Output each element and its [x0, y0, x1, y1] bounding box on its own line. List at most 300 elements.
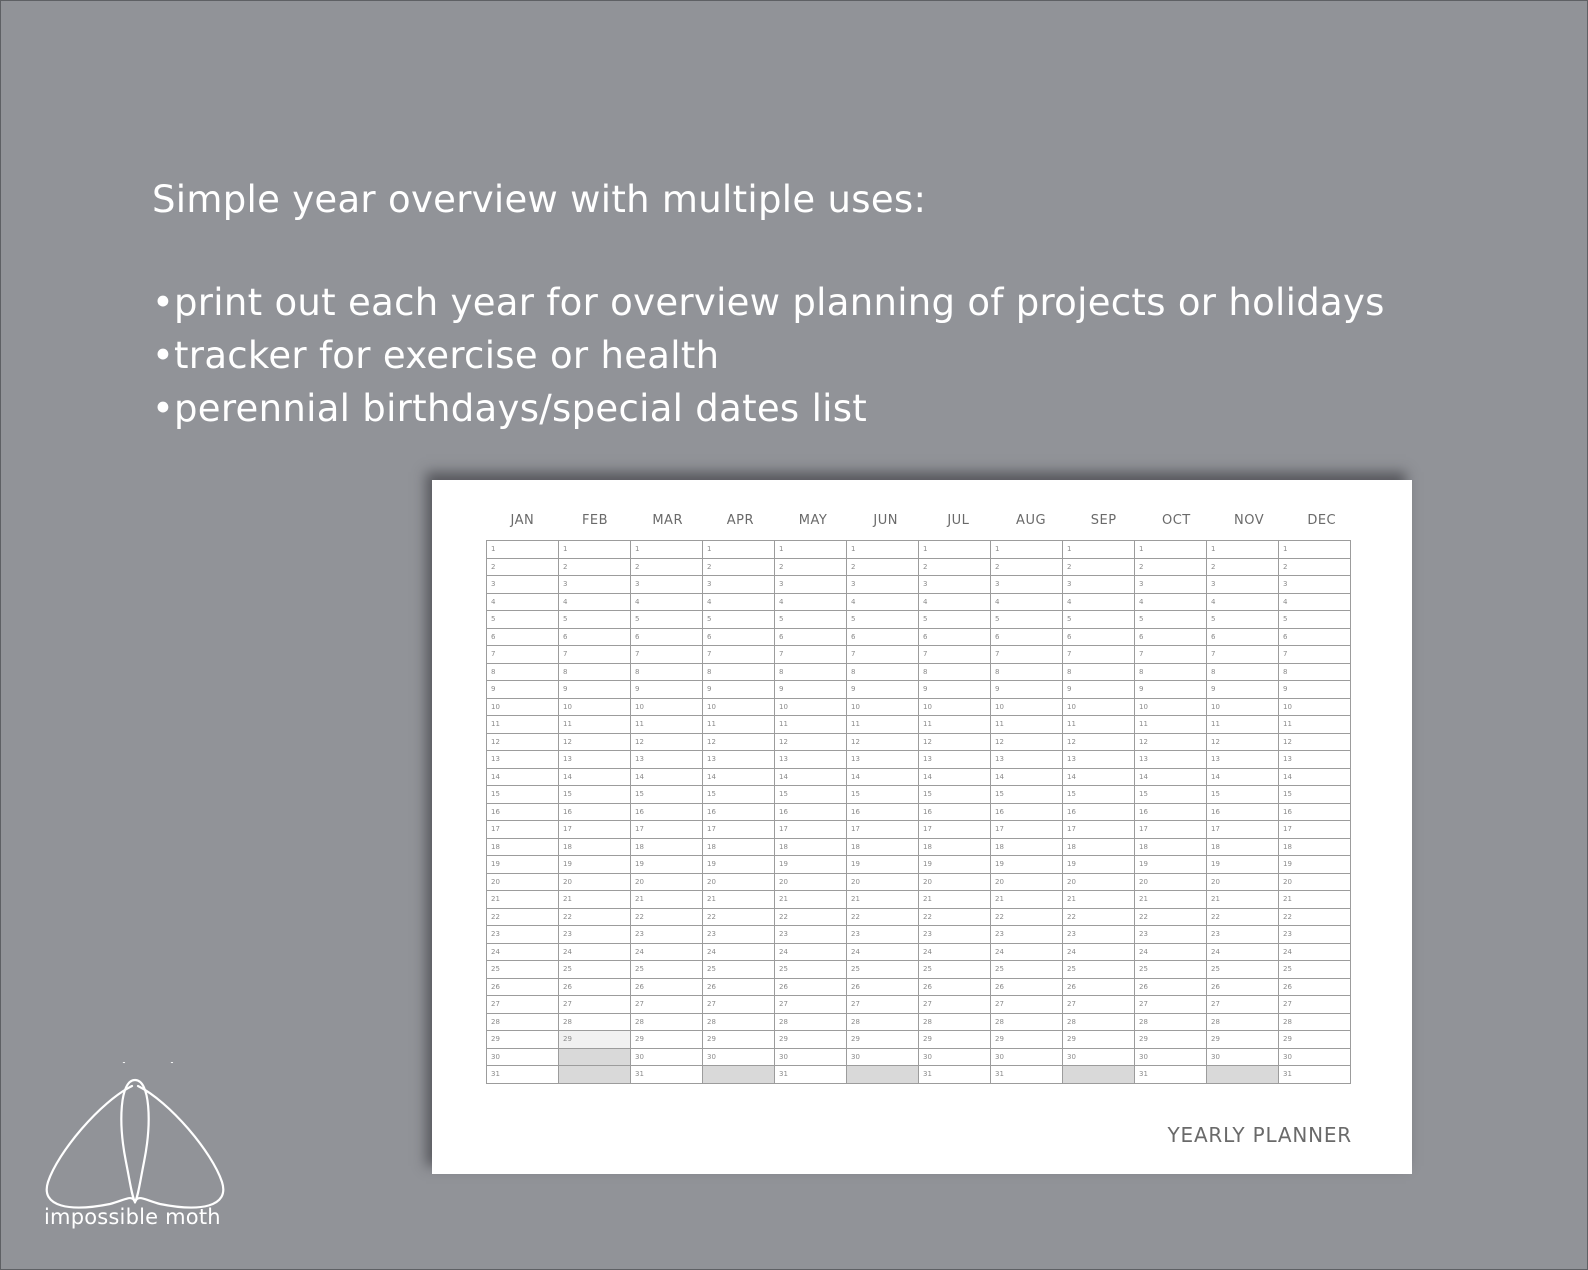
day-cell: 28: [919, 1013, 991, 1031]
day-cell: 22: [1207, 908, 1279, 926]
day-cell: 11: [559, 716, 631, 734]
month-label: MAY: [798, 513, 828, 528]
planner-title: YEARLY PLANNER: [1167, 1123, 1352, 1147]
unused-day-cell: [1207, 1066, 1279, 1084]
day-cell: 10: [847, 698, 919, 716]
day-cell: 8: [991, 663, 1063, 681]
day-cell: 20: [631, 873, 703, 891]
day-cell: 5: [1135, 611, 1207, 629]
day-cell: 5: [847, 611, 919, 629]
day-cell: 29: [559, 1031, 631, 1049]
day-cell: 26: [631, 978, 703, 996]
day-cell: 21: [1279, 891, 1351, 909]
day-cell: 20: [559, 873, 631, 891]
day-cell: 4: [1135, 593, 1207, 611]
day-cell: 24: [1063, 943, 1135, 961]
day-cell: 24: [487, 943, 559, 961]
table-row: [487, 611, 1351, 629]
day-cell: 7: [631, 646, 703, 664]
day-cell: 16: [1207, 803, 1279, 821]
table-row: [487, 663, 1351, 681]
day-cell: 29: [847, 1031, 919, 1049]
table-row: [487, 628, 1351, 646]
day-cell: 23: [775, 926, 847, 944]
month-label: APR: [726, 513, 754, 528]
day-cell: 15: [1135, 786, 1207, 804]
day-cell: 4: [1207, 593, 1279, 611]
day-cell: 20: [1279, 873, 1351, 891]
day-cell: 1: [1135, 541, 1207, 559]
day-cell: 21: [1207, 891, 1279, 909]
day-cell: 13: [631, 751, 703, 769]
day-cell: 27: [1279, 996, 1351, 1014]
day-cell: 9: [847, 681, 919, 699]
day-cell: 15: [1279, 786, 1351, 804]
day-cell: 18: [775, 838, 847, 856]
day-cell: 9: [1279, 681, 1351, 699]
day-cell: 14: [775, 768, 847, 786]
table-row: [487, 908, 1351, 926]
day-cell: 14: [847, 768, 919, 786]
day-cell: 18: [559, 838, 631, 856]
day-cell: 31: [1279, 1066, 1351, 1084]
day-cell: 11: [1279, 716, 1351, 734]
day-cell: 5: [991, 611, 1063, 629]
day-cell: 7: [1207, 646, 1279, 664]
day-cell: 8: [1063, 663, 1135, 681]
day-cell: 9: [991, 681, 1063, 699]
planner-sheet: [432, 480, 1412, 1174]
day-cell: 1: [991, 541, 1063, 559]
day-cell: 23: [703, 926, 775, 944]
table-row: [487, 593, 1351, 611]
day-cell: 4: [631, 593, 703, 611]
day-cell: 30: [703, 1048, 775, 1066]
day-cell: 17: [991, 821, 1063, 839]
day-cell: 18: [1063, 838, 1135, 856]
day-cell: 28: [703, 1013, 775, 1031]
day-cell: 23: [847, 926, 919, 944]
day-cell: 16: [1063, 803, 1135, 821]
day-cell: 6: [487, 628, 559, 646]
day-cell: 20: [919, 873, 991, 891]
day-cell: 21: [991, 891, 1063, 909]
table-row: [487, 856, 1351, 874]
day-cell: 29: [1063, 1031, 1135, 1049]
day-cell: 18: [1135, 838, 1207, 856]
day-cell: 5: [559, 611, 631, 629]
day-cell: 25: [1063, 961, 1135, 979]
day-cell: 2: [559, 558, 631, 576]
day-cell: 12: [1063, 733, 1135, 751]
day-cell: 12: [703, 733, 775, 751]
day-cell: 11: [703, 716, 775, 734]
day-cell: 23: [919, 926, 991, 944]
day-cell: 22: [631, 908, 703, 926]
day-cell: 9: [703, 681, 775, 699]
day-cell: 16: [487, 803, 559, 821]
day-cell: 4: [703, 593, 775, 611]
day-cell: 30: [775, 1048, 847, 1066]
day-cell: 5: [1063, 611, 1135, 629]
day-cell: 8: [919, 663, 991, 681]
day-cell: 4: [991, 593, 1063, 611]
day-cell: 5: [487, 611, 559, 629]
day-cell: 1: [703, 541, 775, 559]
day-cell: 7: [1063, 646, 1135, 664]
day-cell: 30: [631, 1048, 703, 1066]
day-cell: 23: [631, 926, 703, 944]
day-cell: 27: [1063, 996, 1135, 1014]
day-cell: 28: [487, 1013, 559, 1031]
day-cell: 12: [775, 733, 847, 751]
day-cell: 3: [1207, 576, 1279, 594]
day-cell: 17: [1063, 821, 1135, 839]
day-cell: 12: [847, 733, 919, 751]
day-cell: 8: [1135, 663, 1207, 681]
day-cell: 26: [919, 978, 991, 996]
day-cell: 1: [559, 541, 631, 559]
day-cell: 1: [487, 541, 559, 559]
table-row: [487, 1013, 1351, 1031]
day-cell: 11: [847, 716, 919, 734]
bullet-item: [152, 333, 1385, 386]
day-cell: 30: [1063, 1048, 1135, 1066]
day-cell: 23: [559, 926, 631, 944]
table-row: [487, 786, 1351, 804]
day-cell: 2: [919, 558, 991, 576]
day-cell: 14: [991, 768, 1063, 786]
day-cell: 17: [631, 821, 703, 839]
day-cell: 4: [919, 593, 991, 611]
day-cell: 15: [991, 786, 1063, 804]
day-cell: 2: [775, 558, 847, 576]
day-cell: 21: [775, 891, 847, 909]
day-cell: 29: [1279, 1031, 1351, 1049]
day-cell: 27: [559, 996, 631, 1014]
day-cell: 21: [631, 891, 703, 909]
day-cell: 30: [1207, 1048, 1279, 1066]
month-label: SEP: [1090, 513, 1117, 528]
day-cell: 21: [847, 891, 919, 909]
day-cell: 20: [1135, 873, 1207, 891]
month-label: MAR: [652, 513, 683, 528]
day-cell: 24: [991, 943, 1063, 961]
day-cell: 9: [559, 681, 631, 699]
day-cell: 14: [1279, 768, 1351, 786]
day-cell: 28: [559, 1013, 631, 1031]
day-cell: 25: [847, 961, 919, 979]
day-cell: 5: [1279, 611, 1351, 629]
day-cell: 13: [847, 751, 919, 769]
day-cell: 30: [487, 1048, 559, 1066]
day-cell: 21: [487, 891, 559, 909]
day-cell: 16: [1135, 803, 1207, 821]
day-cell: 7: [1279, 646, 1351, 664]
day-cell: 24: [1279, 943, 1351, 961]
day-cell: 21: [703, 891, 775, 909]
day-cell: 20: [847, 873, 919, 891]
day-cell: 22: [847, 908, 919, 926]
day-cell: 14: [487, 768, 559, 786]
day-cell: 6: [991, 628, 1063, 646]
month-label: JAN: [510, 513, 535, 528]
day-cell: 25: [559, 961, 631, 979]
day-cell: 31: [1135, 1066, 1207, 1084]
day-cell: 31: [919, 1066, 991, 1084]
day-cell: 7: [775, 646, 847, 664]
day-cell: 3: [487, 576, 559, 594]
day-cell: 11: [991, 716, 1063, 734]
day-cell: 7: [703, 646, 775, 664]
day-cell: 15: [487, 786, 559, 804]
day-cell: 18: [1279, 838, 1351, 856]
day-cell: 13: [1135, 751, 1207, 769]
day-cell: 29: [487, 1031, 559, 1049]
day-cell: 18: [487, 838, 559, 856]
day-cell: 13: [1207, 751, 1279, 769]
day-cell: 28: [1279, 1013, 1351, 1031]
day-cell: 23: [487, 926, 559, 944]
day-cell: 18: [847, 838, 919, 856]
day-cell: 23: [1279, 926, 1351, 944]
day-cell: 8: [487, 663, 559, 681]
day-cell: 17: [847, 821, 919, 839]
table-row: [487, 1066, 1351, 1084]
day-cell: 14: [919, 768, 991, 786]
day-cell: 11: [631, 716, 703, 734]
day-cell: 25: [631, 961, 703, 979]
table-row: [487, 1048, 1351, 1066]
day-cell: 19: [847, 856, 919, 874]
day-cell: 12: [1135, 733, 1207, 751]
day-cell: 31: [487, 1066, 559, 1084]
day-cell: 10: [487, 698, 559, 716]
day-cell: 27: [1135, 996, 1207, 1014]
day-cell: 31: [775, 1066, 847, 1084]
day-cell: 17: [1207, 821, 1279, 839]
unused-day-cell: [703, 1066, 775, 1084]
day-cell: 29: [775, 1031, 847, 1049]
month-label: OCT: [1162, 513, 1191, 528]
day-cell: 24: [1207, 943, 1279, 961]
day-cell: 26: [703, 978, 775, 996]
day-cell: 14: [1063, 768, 1135, 786]
day-cell: 24: [919, 943, 991, 961]
day-cell: 23: [1207, 926, 1279, 944]
day-cell: 10: [991, 698, 1063, 716]
month-label: JUN: [873, 513, 898, 528]
day-cell: 27: [703, 996, 775, 1014]
day-cell: 12: [487, 733, 559, 751]
bullet-text: print out each year for overview planning of projects or holidays: [174, 281, 1385, 324]
day-cell: 18: [631, 838, 703, 856]
day-cell: 19: [559, 856, 631, 874]
day-cell: 6: [775, 628, 847, 646]
day-cell: 27: [919, 996, 991, 1014]
day-cell: 8: [1279, 663, 1351, 681]
day-cell: 17: [1279, 821, 1351, 839]
day-cell: 4: [1279, 593, 1351, 611]
day-cell: 19: [631, 856, 703, 874]
day-cell: 20: [703, 873, 775, 891]
day-cell: 15: [919, 786, 991, 804]
day-cell: 26: [559, 978, 631, 996]
day-cell: 25: [919, 961, 991, 979]
planner-grid: [486, 540, 1351, 1084]
day-cell: 22: [1063, 908, 1135, 926]
day-cell: 13: [919, 751, 991, 769]
day-cell: 20: [1207, 873, 1279, 891]
table-row: [487, 1031, 1351, 1049]
day-cell: 6: [703, 628, 775, 646]
day-cell: 19: [703, 856, 775, 874]
table-row: [487, 996, 1351, 1014]
day-cell: 25: [991, 961, 1063, 979]
day-cell: 20: [991, 873, 1063, 891]
day-cell: 10: [1207, 698, 1279, 716]
day-cell: 4: [847, 593, 919, 611]
day-cell: 25: [703, 961, 775, 979]
table-row: [487, 751, 1351, 769]
day-cell: 30: [1135, 1048, 1207, 1066]
day-cell: 17: [1135, 821, 1207, 839]
day-cell: 1: [1207, 541, 1279, 559]
day-cell: 21: [919, 891, 991, 909]
day-cell: 8: [1207, 663, 1279, 681]
day-cell: 14: [1207, 768, 1279, 786]
day-cell: 16: [847, 803, 919, 821]
day-cell: 8: [631, 663, 703, 681]
day-cell: 20: [487, 873, 559, 891]
day-cell: 7: [847, 646, 919, 664]
day-cell: 7: [559, 646, 631, 664]
bullet-dot: •: [152, 281, 175, 324]
table-row: [487, 733, 1351, 751]
day-cell: 5: [919, 611, 991, 629]
day-cell: 30: [1279, 1048, 1351, 1066]
day-cell: 11: [775, 716, 847, 734]
day-cell: 24: [703, 943, 775, 961]
day-cell: 10: [1135, 698, 1207, 716]
day-cell: 20: [1063, 873, 1135, 891]
day-cell: 24: [1135, 943, 1207, 961]
day-cell: 17: [775, 821, 847, 839]
unused-day-cell: [559, 1048, 631, 1066]
table-row: [487, 646, 1351, 664]
day-cell: 29: [919, 1031, 991, 1049]
day-cell: 9: [631, 681, 703, 699]
day-cell: 7: [487, 646, 559, 664]
day-cell: 16: [991, 803, 1063, 821]
day-cell: 2: [1207, 558, 1279, 576]
day-cell: 25: [487, 961, 559, 979]
day-cell: 12: [1279, 733, 1351, 751]
day-cell: 11: [1063, 716, 1135, 734]
table-row: [487, 978, 1351, 996]
day-cell: 2: [847, 558, 919, 576]
table-row: [487, 803, 1351, 821]
day-cell: 9: [919, 681, 991, 699]
month-label: DEC: [1307, 513, 1337, 528]
day-cell: 14: [1135, 768, 1207, 786]
table-row: [487, 821, 1351, 839]
day-cell: 30: [847, 1048, 919, 1066]
day-cell: 9: [1135, 681, 1207, 699]
day-cell: 18: [991, 838, 1063, 856]
day-cell: 22: [559, 908, 631, 926]
day-cell: 1: [631, 541, 703, 559]
day-cell: 2: [631, 558, 703, 576]
day-cell: 5: [1207, 611, 1279, 629]
day-cell: 19: [1135, 856, 1207, 874]
day-cell: 28: [847, 1013, 919, 1031]
day-cell: 4: [487, 593, 559, 611]
headline: Simple year overview with multiple uses:: [152, 178, 927, 221]
day-cell: 19: [919, 856, 991, 874]
day-cell: 24: [631, 943, 703, 961]
day-cell: 15: [631, 786, 703, 804]
day-cell: 11: [1207, 716, 1279, 734]
day-cell: 15: [1207, 786, 1279, 804]
day-cell: 5: [775, 611, 847, 629]
day-cell: 26: [847, 978, 919, 996]
day-cell: 13: [1063, 751, 1135, 769]
day-cell: 4: [775, 593, 847, 611]
day-cell: 13: [559, 751, 631, 769]
day-cell: 22: [487, 908, 559, 926]
day-cell: 7: [1135, 646, 1207, 664]
day-cell: 31: [631, 1066, 703, 1084]
bullet-item: [152, 280, 1385, 333]
day-cell: 3: [1063, 576, 1135, 594]
day-cell: 2: [703, 558, 775, 576]
bullet-dot: •: [152, 387, 175, 430]
day-cell: 3: [703, 576, 775, 594]
day-cell: 9: [775, 681, 847, 699]
table-row: [487, 681, 1351, 699]
day-cell: 15: [559, 786, 631, 804]
table-row: [487, 943, 1351, 961]
day-cell: 2: [1063, 558, 1135, 576]
day-cell: 25: [1279, 961, 1351, 979]
day-cell: 16: [703, 803, 775, 821]
day-cell: 10: [919, 698, 991, 716]
bullet-dot: •: [152, 334, 175, 377]
day-cell: 7: [991, 646, 1063, 664]
day-cell: 1: [919, 541, 991, 559]
day-cell: 14: [631, 768, 703, 786]
day-cell: 29: [703, 1031, 775, 1049]
day-cell: 27: [991, 996, 1063, 1014]
day-cell: 26: [1279, 978, 1351, 996]
day-cell: 8: [703, 663, 775, 681]
day-cell: 13: [487, 751, 559, 769]
day-cell: 10: [559, 698, 631, 716]
day-cell: 23: [1135, 926, 1207, 944]
day-cell: 3: [919, 576, 991, 594]
day-cell: 28: [1207, 1013, 1279, 1031]
table-row: [487, 558, 1351, 576]
day-cell: 16: [1279, 803, 1351, 821]
day-cell: 15: [847, 786, 919, 804]
day-cell: 1: [847, 541, 919, 559]
day-cell: 21: [559, 891, 631, 909]
day-cell: 3: [991, 576, 1063, 594]
day-cell: 16: [559, 803, 631, 821]
day-cell: 9: [1063, 681, 1135, 699]
day-cell: 19: [487, 856, 559, 874]
